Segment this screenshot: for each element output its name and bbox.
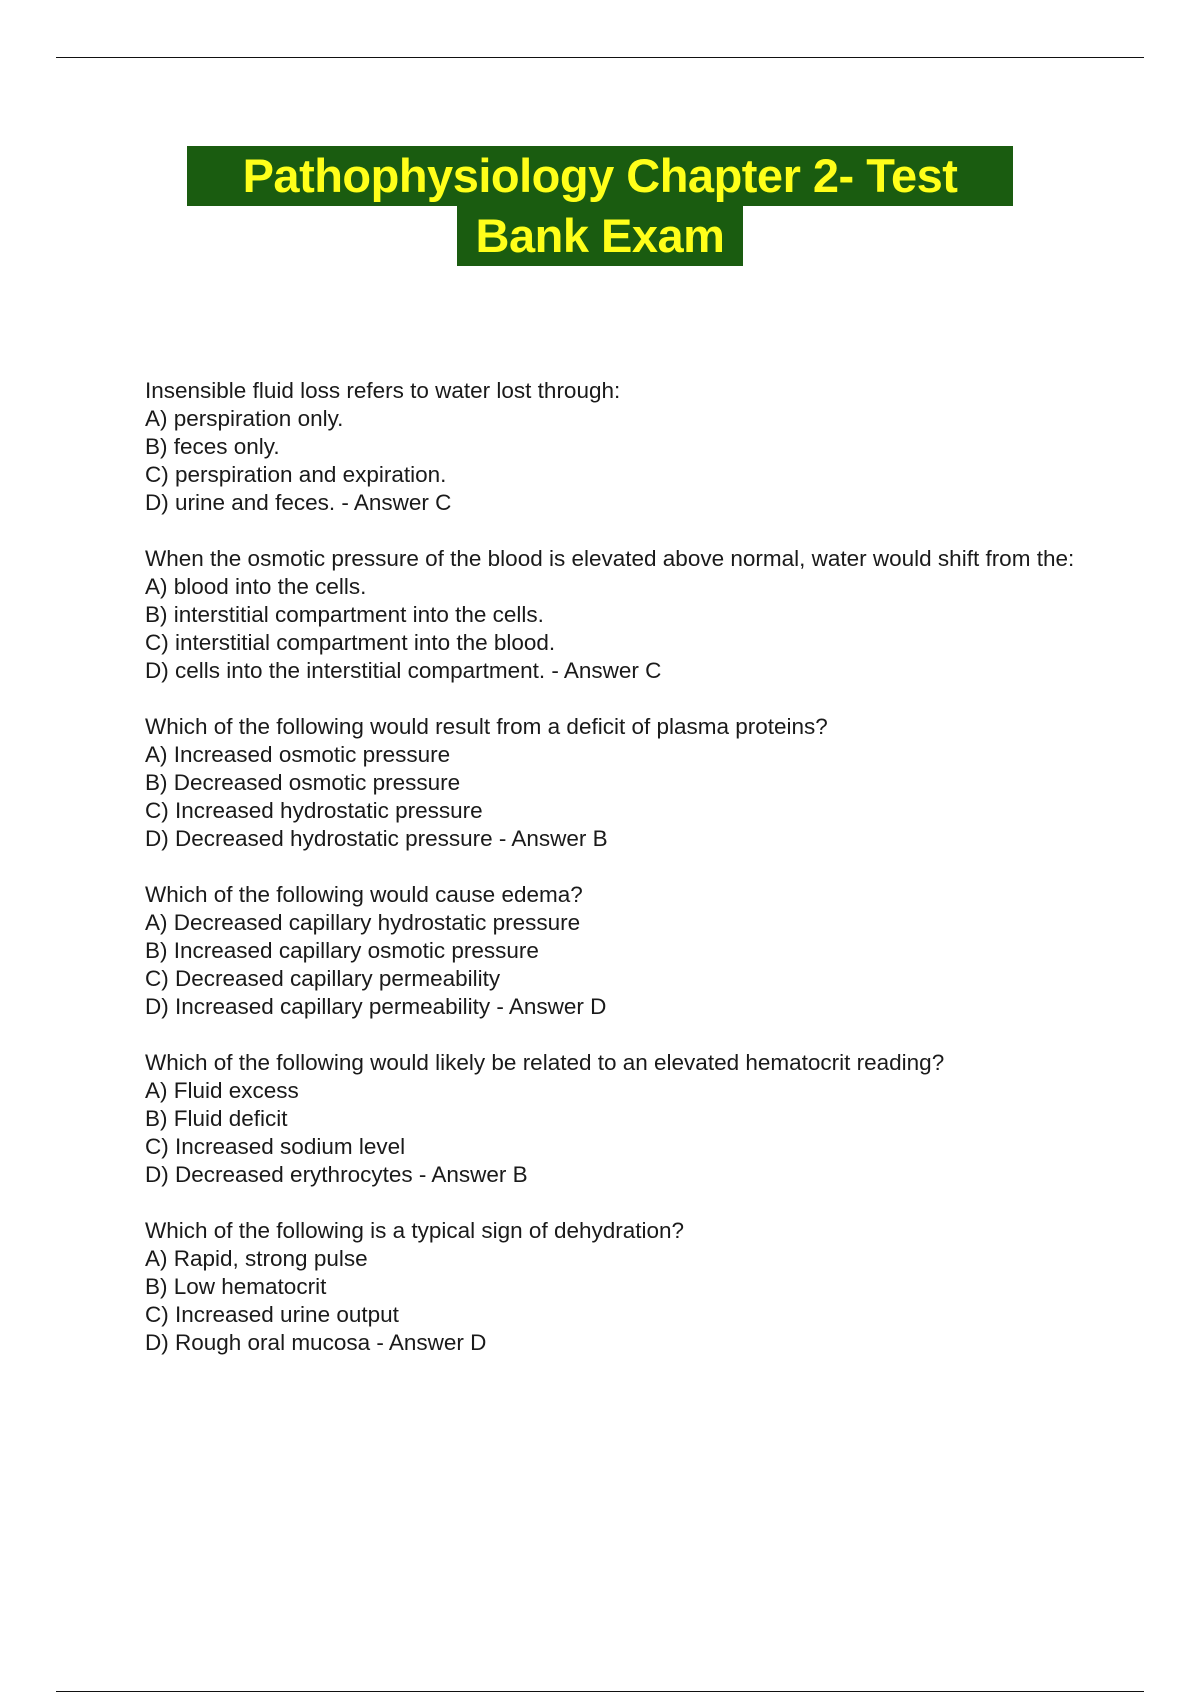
option-a: A) Rapid, strong pulse [145,1246,368,1271]
option-d-answer: D) Rough oral mucosa - Answer D [145,1330,487,1355]
option-d-answer: D) urine and feces. - Answer C [145,490,452,515]
option-a: A) Decreased capillary hydrostatic pressure [145,910,581,935]
option-d-answer: D) Decreased hydrostatic pressure - Answer B [145,826,608,851]
top-rule [56,57,1144,58]
question-stem: Which of the following would likely be related to an elevated hematocrit reading? [145,1050,945,1075]
document-title [0,146,1200,266]
option-a: A) Increased osmotic pressure [145,742,451,767]
question-block [145,1049,1075,1189]
option-c: C) Increased hydrostatic pressure [145,798,483,823]
question-block [145,377,1075,517]
option-c: C) Decreased capillary permeability [145,966,501,991]
title-line-2: Bank Exam [457,206,743,266]
option-a: A) perspiration only. [145,406,344,431]
option-c: C) interstitial compartment into the blood. [145,630,556,655]
option-b: B) Decreased osmotic pressure [145,770,461,795]
question-block [145,545,1075,685]
question-stem: Which of the following is a typical sign of dehydration? [145,1218,685,1243]
option-a: A) blood into the cells. [145,574,367,599]
option-d-answer: D) Increased capillary permeability - Answer D [145,994,607,1019]
question-block [145,881,1075,1021]
option-b: B) feces only. [145,434,280,459]
option-b: B) Increased capillary osmotic pressure [145,938,539,963]
bottom-rule [56,1691,1144,1692]
option-d-answer: D) Decreased erythrocytes - Answer B [145,1162,528,1187]
option-d-answer: D) cells into the interstitial compartment. - Answer C [145,658,662,683]
question-list [145,377,1075,1385]
title-line-1: Pathophysiology Chapter 2- Test [187,146,1013,206]
option-b: B) Low hematocrit [145,1274,327,1299]
question-stem: When the osmotic pressure of the blood is elevated above normal, water would shift from the: [145,546,1075,571]
option-b: B) interstitial compartment into the cells. [145,602,544,627]
option-c: C) perspiration and expiration. [145,462,447,487]
option-c: C) Increased urine output [145,1302,399,1327]
option-b: B) Fluid deficit [145,1106,288,1131]
question-stem: Which of the following would cause edema? [145,882,583,907]
question-block [145,1217,1075,1357]
option-c: C) Increased sodium level [145,1134,406,1159]
option-a: A) Fluid excess [145,1078,299,1103]
question-block [145,713,1075,853]
question-stem: Insensible fluid loss refers to water lost through: [145,378,621,403]
question-stem: Which of the following would result from a deficit of plasma proteins? [145,714,828,739]
